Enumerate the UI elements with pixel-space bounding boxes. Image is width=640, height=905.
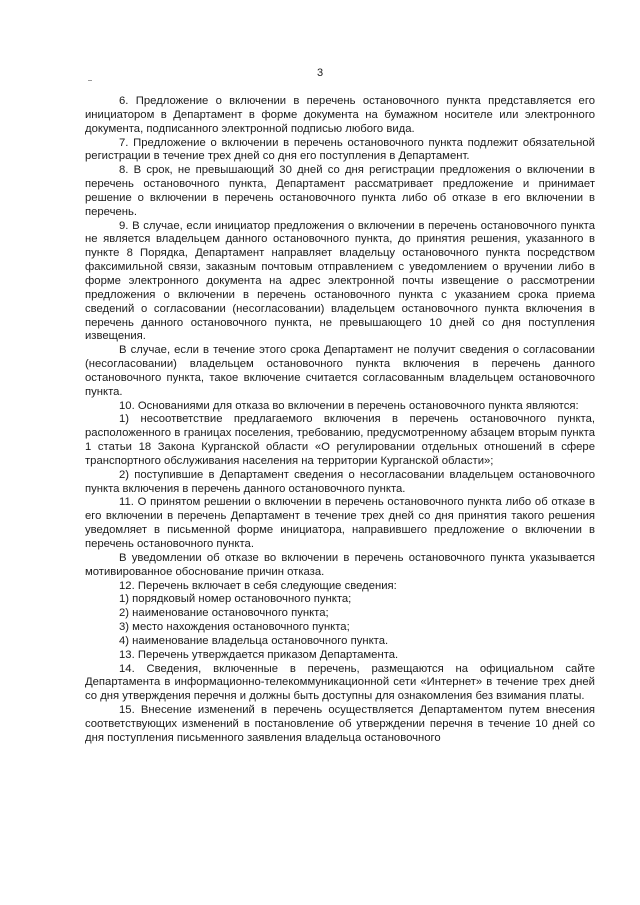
paragraph-12: 12. Перечень включает в себя следующие сведения: — [119, 579, 397, 592]
paragraph-12-item-2: 2) наименование остановочного пункта; — [119, 607, 329, 620]
paragraph-11: 11. О принятом решении о включении в перечень остановочного пункта либо об отказе в его включении в перечень Департамент в течение трех дней со дня принятия такого решения уведомляет в письменной форме инициатора, направившего предложение о включении в перечень остановочного пункта. — [85, 496, 595, 550]
paragraph-9-continued: В случае, если в течение этого срока Департамент не получит сведения о согласовании (несогласовании) владельцем остановочного пункта включения в перечень данного остановочного пункта, такое включение считается согласованным владельцем остановочного пункта. — [85, 344, 595, 398]
paragraph-10-item-1: 1) несоответствие предлагаемого включения в перечень остановочного пункта, расположенного в границах поселения, требованию, предусмотренному абзацем вторым пункта 1 статьи 18 Закона Курганской области «О регулировании отдельных отношений в сфере транспортного обслуживания населения на территории Курганской области»; — [85, 413, 595, 467]
document-body — [85, 95, 595, 746]
paragraph-11-continued: В уведомлении об отказе во включении в перечень остановочного пункта указывается мотивированное обоснование причин отказа. — [85, 551, 595, 578]
paragraph-15: 15. Внесение изменений в перечень осуществляется Департаментом путем внесения соответствующих изменений в постановление об утверждении перечня в течение 10 дней со дня поступления письменного заявления владельца остановочного — [85, 704, 595, 744]
paragraph-10-item-2: 2) поступившие в Департамент сведения о несогласовании владельцем остановочного пункта включения в перечень данного остановочного пункта. — [85, 468, 595, 495]
paragraph-9: 9. В случае, если инициатор предложения о включении в перечень остановочного пункта не является владельцем данного остановочного пункта, до принятия решения, указанного в пункте 8 Порядка, Департамент направляет владельцу остановочного пункта посредством факсимильной связи, заказным почтовым отправлением с уведомлением о вручении либо в форме электронного документа на адрес электронной почты извещение о рассмотрении предложения о включении в перечень остановочного пункта с указанием срока приема сведений о согласовании (несогласовании) владельцем остановочного пункта включения в перечень данного остановочного пункта, не превышающего 10 дней со дня поступления извещения. — [85, 219, 595, 343]
paragraph-12-item-4: 4) наименование владельца остановочного пункта. — [119, 634, 389, 647]
page-number: 3 — [316, 67, 324, 79]
paragraph-6: 6. Предложение о включении в перечень остановочного пункта представляется его инициатором в Департамент в форме документа на бумажном носителе или электронного документа, подписанного электронной подписью любого вида. — [85, 95, 595, 135]
paragraph-7: 7. Предложение о включении в перечень остановочного пункта подлежит обязательной регистрации в течение трех дней со дня его поступления в Департамент. — [85, 136, 595, 163]
paragraph-12-item-1: 1) порядковый номер остановочного пункта; — [119, 593, 352, 606]
paragraph-14: 14. Сведения, включенные в перечень, размещаются на официальном сайте Департамента в информационно-телекоммуникационной сети «Интернет» в течение трех дней со дня утверждения перечня и должны быть доступны для ознакомления без взимания платы. — [85, 662, 595, 703]
paragraph-12-item-3: 3) место нахождения остановочного пункта; — [119, 621, 350, 634]
paragraph-10: 10. Основаниями для отказа во включении в перечень остановочного пункта являются: — [119, 399, 579, 412]
paragraph-13: 13. Перечень утверждается приказом Департамента. — [119, 648, 399, 661]
paragraph-8: 8. В срок, не превышающий 30 дней со дня регистрации предложения о включении в перечень остановочного пункта, Департамент рассматривает предложение и принимает решение о включении в перечень остановочного пункта либо об отказе в его включении в перечень. — [85, 164, 595, 218]
scan-mark — [88, 80, 92, 81]
